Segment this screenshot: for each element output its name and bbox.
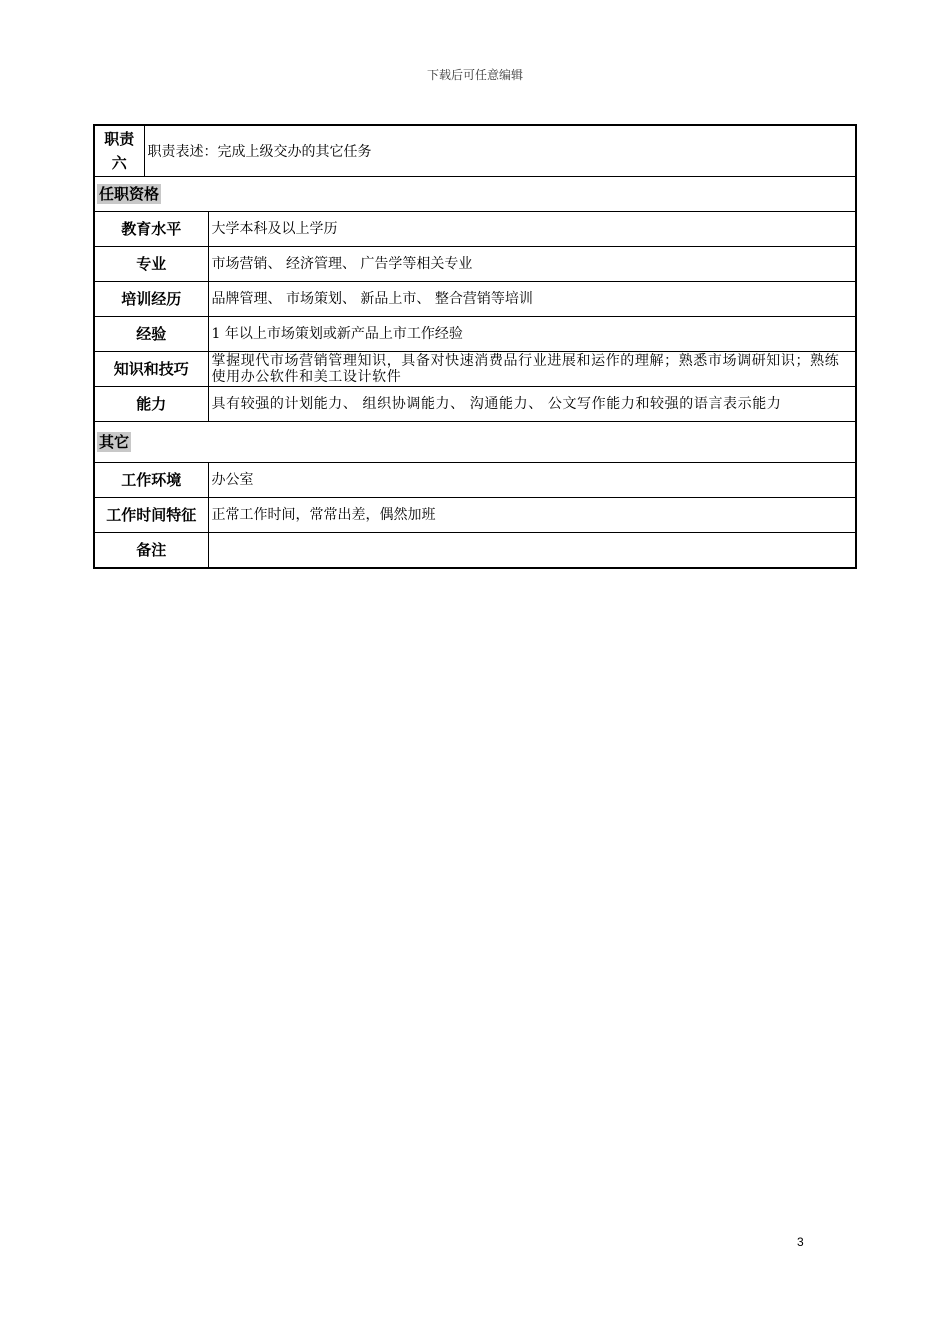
row-value-remarks — [208, 532, 856, 568]
row-value-work-time: 正常工作时间，常常出差，偶然加班 — [208, 497, 856, 532]
table-row — [94, 497, 856, 532]
row-label-ability: 能力 — [94, 386, 208, 421]
row-value-environment: 办公室 — [208, 462, 856, 497]
section-qualifications — [94, 176, 856, 211]
row-label-major: 专业 — [94, 246, 208, 281]
page-number: 3 — [797, 1235, 804, 1249]
table-row — [94, 211, 856, 246]
table-row — [94, 532, 856, 568]
table-row — [94, 316, 856, 351]
header-note: 下载后可任意编辑 — [426, 68, 523, 82]
duty-label: 职责六 — [94, 125, 144, 176]
row-label-experience: 经验 — [94, 316, 208, 351]
row-value-major: 市场营销、 经济管理、 广告学等相关专业 — [208, 246, 856, 281]
table-row — [94, 386, 856, 421]
row-value-experience: 1 年以上市场策划或新产品上市工作经验 — [208, 316, 856, 351]
section-title-qualifications: 任职资格 — [99, 185, 160, 203]
row-label-training: 培训经历 — [94, 281, 208, 316]
table-row — [94, 462, 856, 497]
row-value-ability: 具有较强的计划能力、 组织协调能力、 沟通能力、 公文写作能力和较强的语言表示能力 — [208, 386, 856, 421]
section-title-other: 其它 — [99, 433, 130, 451]
table-row — [94, 246, 856, 281]
row-value-education: 大学本科及以上学历 — [208, 211, 856, 246]
row-label-remarks: 备注 — [94, 532, 208, 568]
table-row — [94, 351, 856, 386]
row-value-skills: 掌握现代市场营销管理知识，具备对快速消费品行业进展和运作的理解；熟悉市场调研知识；熟练使用办公软件和美工设计软件 — [208, 351, 856, 386]
row-label-skills: 知识和技巧 — [94, 351, 208, 386]
row-label-education: 教育水平 — [94, 211, 208, 246]
row-label-environment: 工作环境 — [94, 462, 208, 497]
duty-description: 职责表述：完成上级交办的其它任务 — [144, 125, 856, 176]
row-label-work-time: 工作时间特征 — [94, 497, 208, 532]
job-description-table — [93, 124, 857, 569]
row-value-training: 品牌管理、 市场策划、 新品上市、 整合营销等培训 — [208, 281, 856, 316]
table-row — [94, 281, 856, 316]
section-other — [94, 421, 856, 462]
duty-row — [94, 125, 856, 176]
